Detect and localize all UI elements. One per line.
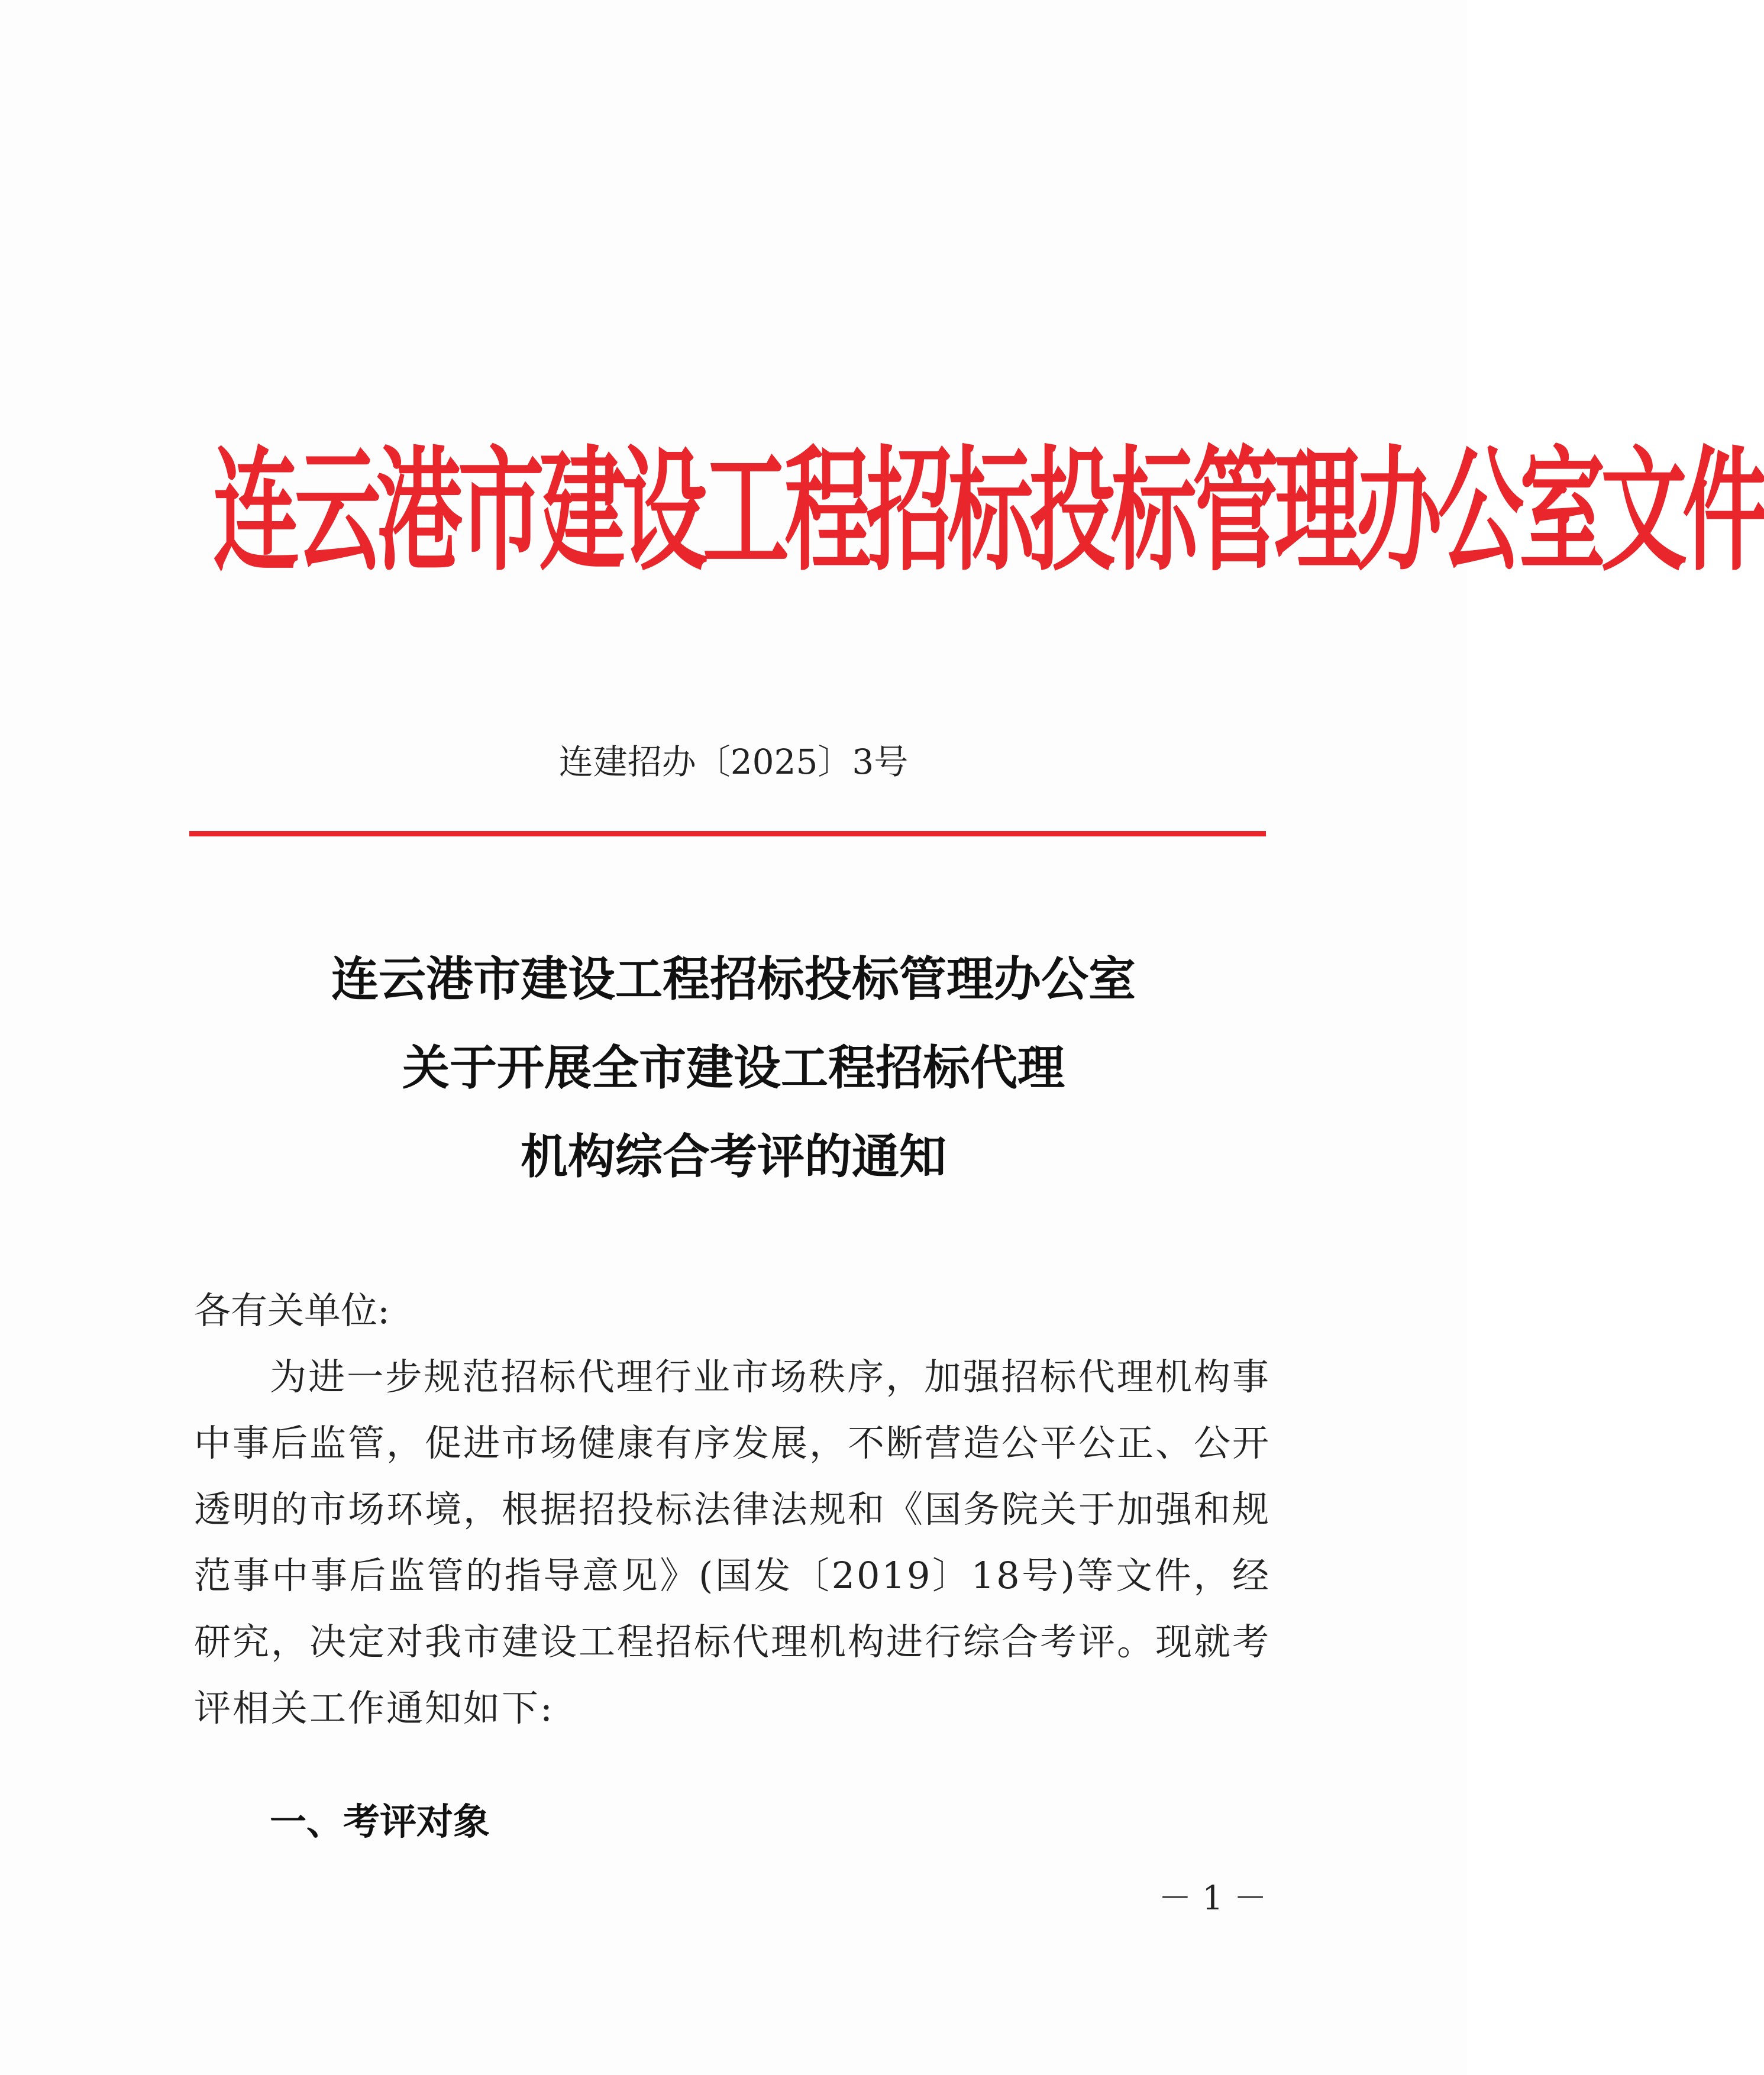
body-text [194,1278,1271,1741]
salutation: 各有关单位: [194,1289,390,1332]
red-header-title: 连云港市建设工程招标投标管理办公室文件 [213,434,1764,590]
page-number: － 1 － [1158,1879,1267,1918]
notice-title [0,935,1467,1201]
title-line-3: 机构综合考评的通知 [521,1129,946,1184]
red-separator-line [189,831,1266,836]
document-number: 连建招办〔2025〕3号 [558,742,909,782]
title-line-2: 关于开展全市建设工程招标代理 [402,1040,1065,1095]
body-paragraph: 为进一步规范招标代理行业市场秩序，加强招标代理机构事中事后监管，促进市场健康有序发展，不断营造公平公正、公开透明的市场环境，根据招投标法律法规和《国务院关于加强和规范事中事后监管的指导意见》(国发〔2019〕18号)等文件，经研究，决定对我市建设工程招标代理机构进行综合考评。现就考评相关工作通知如下: [194,1355,1271,1730]
section-heading: 一、考评对象 [270,1800,490,1843]
title-line-1: 连云港市建设工程招标投标管理办公室 [331,951,1136,1007]
